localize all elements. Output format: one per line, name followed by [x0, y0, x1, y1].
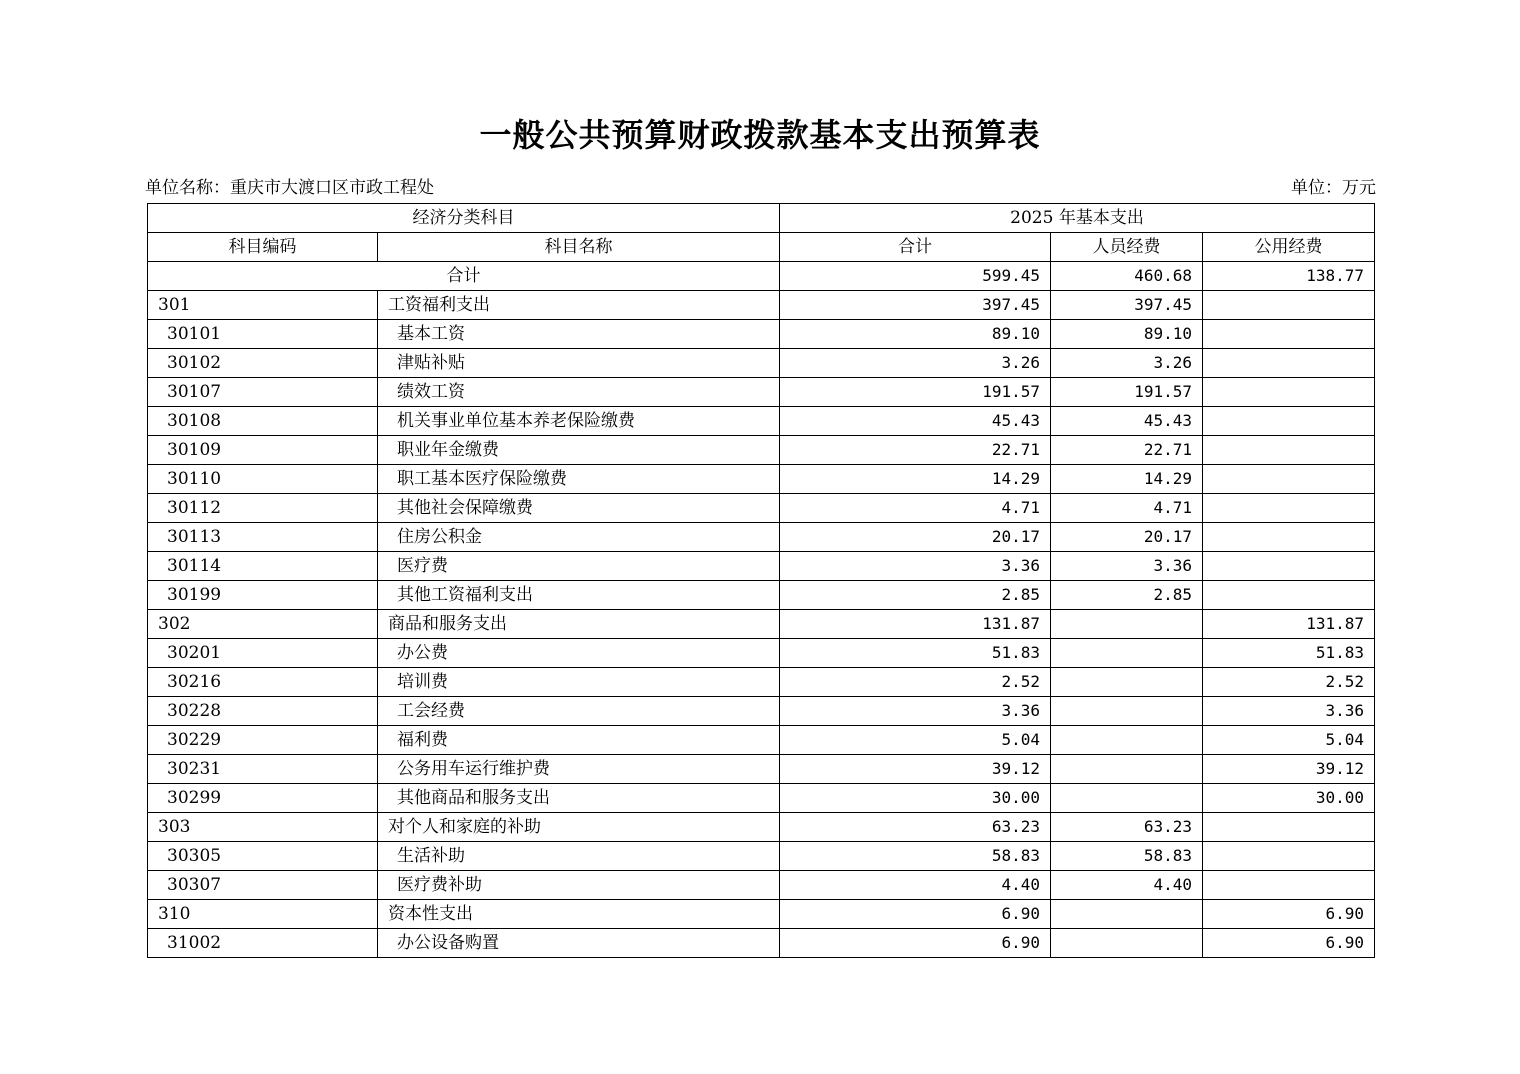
header-economic-classification: 经济分类科目 — [148, 204, 780, 233]
row-public — [1203, 378, 1375, 407]
row-personnel — [1051, 668, 1203, 697]
row-total: 51.83 — [780, 639, 1051, 668]
row-personnel — [1051, 697, 1203, 726]
budget-table — [147, 203, 1375, 958]
row-personnel: 3.26 — [1051, 349, 1203, 378]
row-public — [1203, 842, 1375, 871]
row-public — [1203, 320, 1375, 349]
table-row — [148, 349, 1375, 378]
row-code: 30299 — [148, 784, 378, 813]
row-total: 22.71 — [780, 436, 1051, 465]
row-name: 机关事业单位基本养老保险缴费 — [378, 407, 780, 436]
table-row — [148, 697, 1375, 726]
row-public: 2.52 — [1203, 668, 1375, 697]
row-name: 其他工资福利支出 — [378, 581, 780, 610]
row-code: 30113 — [148, 523, 378, 552]
row-personnel — [1051, 726, 1203, 755]
header-personnel: 人员经费 — [1051, 233, 1203, 262]
table-row — [148, 378, 1375, 407]
row-name: 生活补助 — [378, 842, 780, 871]
header-basic-expenditure: 2025 年基本支出 — [780, 204, 1375, 233]
header-code: 科目编码 — [148, 233, 378, 262]
row-public — [1203, 494, 1375, 523]
row-code: 30101 — [148, 320, 378, 349]
row-personnel — [1051, 610, 1203, 639]
row-total: 3.36 — [780, 552, 1051, 581]
row-code: 30107 — [148, 378, 378, 407]
row-public — [1203, 523, 1375, 552]
table-row — [148, 407, 1375, 436]
row-personnel — [1051, 784, 1203, 813]
row-public — [1203, 871, 1375, 900]
row-personnel: 22.71 — [1051, 436, 1203, 465]
row-code: 303 — [148, 813, 378, 842]
row-total: 30.00 — [780, 784, 1051, 813]
row-total: 20.17 — [780, 523, 1051, 552]
row-personnel: 397.45 — [1051, 291, 1203, 320]
row-public: 6.90 — [1203, 900, 1375, 929]
row-total: 45.43 — [780, 407, 1051, 436]
page-title: 一般公共预算财政拨款基本支出预算表 — [479, 116, 1041, 154]
row-personnel: 63.23 — [1051, 813, 1203, 842]
row-name: 对个人和家庭的补助 — [378, 813, 780, 842]
row-code: 302 — [148, 610, 378, 639]
unit-label: 单位：万元 — [1291, 178, 1376, 198]
row-public: 3.36 — [1203, 697, 1375, 726]
table-row — [148, 320, 1375, 349]
table-row — [148, 610, 1375, 639]
table-row — [148, 581, 1375, 610]
row-name: 工资福利支出 — [378, 291, 780, 320]
row-name: 办公费 — [378, 639, 780, 668]
row-name: 其他社会保障缴费 — [378, 494, 780, 523]
row-total: 131.87 — [780, 610, 1051, 639]
row-name: 职业年金缴费 — [378, 436, 780, 465]
row-total: 6.90 — [780, 900, 1051, 929]
row-code: 31002 — [148, 929, 378, 958]
row-public — [1203, 581, 1375, 610]
row-code: 30109 — [148, 436, 378, 465]
table-row — [148, 842, 1375, 871]
total-row — [148, 262, 1375, 291]
row-total: 3.36 — [780, 697, 1051, 726]
row-personnel — [1051, 900, 1203, 929]
row-public: 39.12 — [1203, 755, 1375, 784]
row-total: 4.40 — [780, 871, 1051, 900]
row-code: 30199 — [148, 581, 378, 610]
row-total: 89.10 — [780, 320, 1051, 349]
row-public: 5.04 — [1203, 726, 1375, 755]
row-code: 30216 — [148, 668, 378, 697]
table-row — [148, 813, 1375, 842]
table-row — [148, 871, 1375, 900]
row-name: 医疗费 — [378, 552, 780, 581]
row-name: 培训费 — [378, 668, 780, 697]
row-name: 基本工资 — [378, 320, 780, 349]
row-personnel: 4.40 — [1051, 871, 1203, 900]
row-public: 6.90 — [1203, 929, 1375, 958]
row-name: 职工基本医疗保险缴费 — [378, 465, 780, 494]
header-group-row — [148, 204, 1375, 233]
row-code: 30110 — [148, 465, 378, 494]
row-name: 工会经费 — [378, 697, 780, 726]
row-name: 办公设备购置 — [378, 929, 780, 958]
row-code: 30228 — [148, 697, 378, 726]
table-row — [148, 552, 1375, 581]
row-personnel — [1051, 755, 1203, 784]
row-code: 30231 — [148, 755, 378, 784]
row-personnel: 20.17 — [1051, 523, 1203, 552]
table-row — [148, 668, 1375, 697]
total-public: 138.77 — [1203, 262, 1375, 291]
row-total: 63.23 — [780, 813, 1051, 842]
row-personnel: 45.43 — [1051, 407, 1203, 436]
row-personnel — [1051, 639, 1203, 668]
row-public — [1203, 813, 1375, 842]
table-row — [148, 929, 1375, 958]
row-total: 14.29 — [780, 465, 1051, 494]
table-row — [148, 639, 1375, 668]
row-public — [1203, 291, 1375, 320]
row-name: 住房公积金 — [378, 523, 780, 552]
table-row — [148, 900, 1375, 929]
row-personnel: 3.36 — [1051, 552, 1203, 581]
table-row — [148, 494, 1375, 523]
row-name: 公务用车运行维护费 — [378, 755, 780, 784]
row-name: 医疗费补助 — [378, 871, 780, 900]
row-total: 2.52 — [780, 668, 1051, 697]
table-row — [148, 726, 1375, 755]
row-public — [1203, 552, 1375, 581]
total-personnel: 460.68 — [1051, 262, 1203, 291]
row-public: 30.00 — [1203, 784, 1375, 813]
row-total: 5.04 — [780, 726, 1051, 755]
row-total: 191.57 — [780, 378, 1051, 407]
unit-name: 单位名称：重庆市大渡口区市政工程处 — [145, 178, 434, 198]
row-code: 301 — [148, 291, 378, 320]
total-amount: 599.45 — [780, 262, 1051, 291]
row-code: 30114 — [148, 552, 378, 581]
row-public — [1203, 436, 1375, 465]
row-code: 30112 — [148, 494, 378, 523]
row-code: 30229 — [148, 726, 378, 755]
row-total: 4.71 — [780, 494, 1051, 523]
row-total: 397.45 — [780, 291, 1051, 320]
row-public: 131.87 — [1203, 610, 1375, 639]
row-personnel: 14.29 — [1051, 465, 1203, 494]
row-personnel — [1051, 929, 1203, 958]
header-name: 科目名称 — [378, 233, 780, 262]
row-total: 6.90 — [780, 929, 1051, 958]
row-total: 2.85 — [780, 581, 1051, 610]
row-code: 30201 — [148, 639, 378, 668]
row-public — [1203, 465, 1375, 494]
row-personnel: 58.83 — [1051, 842, 1203, 871]
row-public: 51.83 — [1203, 639, 1375, 668]
table-row — [148, 465, 1375, 494]
table-row — [148, 755, 1375, 784]
row-personnel: 2.85 — [1051, 581, 1203, 610]
table-row — [148, 523, 1375, 552]
row-personnel: 89.10 — [1051, 320, 1203, 349]
row-public — [1203, 407, 1375, 436]
table-row — [148, 436, 1375, 465]
header-public: 公用经费 — [1203, 233, 1375, 262]
row-code: 30305 — [148, 842, 378, 871]
row-public — [1203, 349, 1375, 378]
row-code: 310 — [148, 900, 378, 929]
row-total: 58.83 — [780, 842, 1051, 871]
header-total: 合计 — [780, 233, 1051, 262]
header-column-row — [148, 233, 1375, 262]
row-total: 3.26 — [780, 349, 1051, 378]
table-row — [148, 784, 1375, 813]
row-code: 30307 — [148, 871, 378, 900]
row-personnel: 191.57 — [1051, 378, 1203, 407]
row-name: 绩效工资 — [378, 378, 780, 407]
row-name: 福利费 — [378, 726, 780, 755]
row-code: 30102 — [148, 349, 378, 378]
total-label: 合计 — [148, 262, 780, 291]
row-name: 津贴补贴 — [378, 349, 780, 378]
row-personnel: 4.71 — [1051, 494, 1203, 523]
table-row — [148, 291, 1375, 320]
row-name: 商品和服务支出 — [378, 610, 780, 639]
row-total: 39.12 — [780, 755, 1051, 784]
row-code: 30108 — [148, 407, 378, 436]
row-name: 资本性支出 — [378, 900, 780, 929]
row-name: 其他商品和服务支出 — [378, 784, 780, 813]
